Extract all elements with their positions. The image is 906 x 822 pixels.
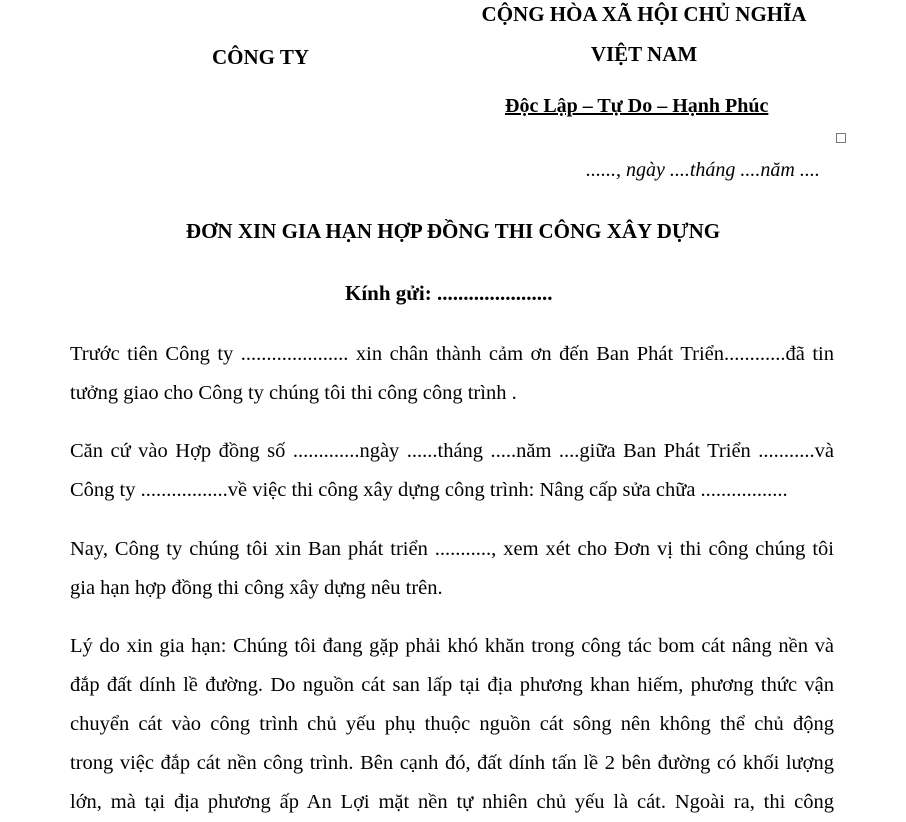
paragraph-reason [70, 627, 834, 822]
paragraph-line: Trước tiên Công ty ..................... xin chân thành cảm ơn đến Ban Phát Triển............đã tin [70, 343, 834, 365]
paragraph-line: tưởng giao cho Công ty chúng tôi thi công công trình . [70, 382, 517, 404]
date-line: ......, ngày ....tháng ....năm .... [586, 159, 820, 181]
paragraph-line: Căn cứ vào Hợp đồng số .............ngày ......tháng .....năm ....giữa Ban Phát Triển ...........và [70, 440, 834, 462]
paragraph-line: trong việc đắp cát nền công trình. Bên cạnh đó, đất dính tấn lề 2 bên đường có khối lượng [70, 752, 834, 774]
paragraph-line: lớn, mà tại địa phương ấp An Lợi mặt nền tự nhiên chủ yếu là cát. Ngoài ra, thi công [70, 791, 834, 813]
national-heading-line-2: VIỆT NAM [590, 42, 698, 66]
paragraph-thanks [70, 335, 834, 413]
paragraph-request [70, 530, 834, 608]
checkbox-icon [836, 133, 846, 143]
paragraph-line: Công ty .................về việc thi công xây dựng công trình: Nâng cấp sửa chữa ................. [70, 479, 788, 501]
paragraph-line: Lý do xin gia hạn: Chúng tôi đang gặp phải khó khăn trong công tác bom cát nâng nền và [70, 635, 834, 657]
paragraph-line: chuyển cát vào công trình chủ yếu phụ thuộc nguồn cát sông nên không thể chủ động [70, 713, 834, 735]
paragraph-line: Nay, Công ty chúng tôi xin Ban phát triển ..........., xem xét cho Đơn vị thi công chúng tôi [70, 538, 834, 560]
national-heading-line-1: CỘNG HÒA XÃ HỘI CHỦ NGHĨA [481, 2, 807, 26]
paragraph-line: đắp đất dính lề đường. Do nguồn cát san lấp tại địa phương khan hiếm, phương thức vận [70, 674, 834, 696]
document-title: ĐƠN XIN GIA HẠN HỢP ĐỒNG THI CÔNG XÂY DỰNG [185, 219, 721, 243]
recipient-line: Kính gửi: ...................... [345, 281, 553, 305]
paragraph-line: gia hạn hợp đồng thi công xây dựng nêu trên. [70, 577, 443, 599]
company-label: CÔNG TY [212, 45, 310, 69]
national-heading [430, 0, 858, 74]
national-motto: Độc Lập – Tự Do – Hạnh Phúc [505, 95, 769, 117]
paragraph-contract-basis [70, 432, 834, 510]
